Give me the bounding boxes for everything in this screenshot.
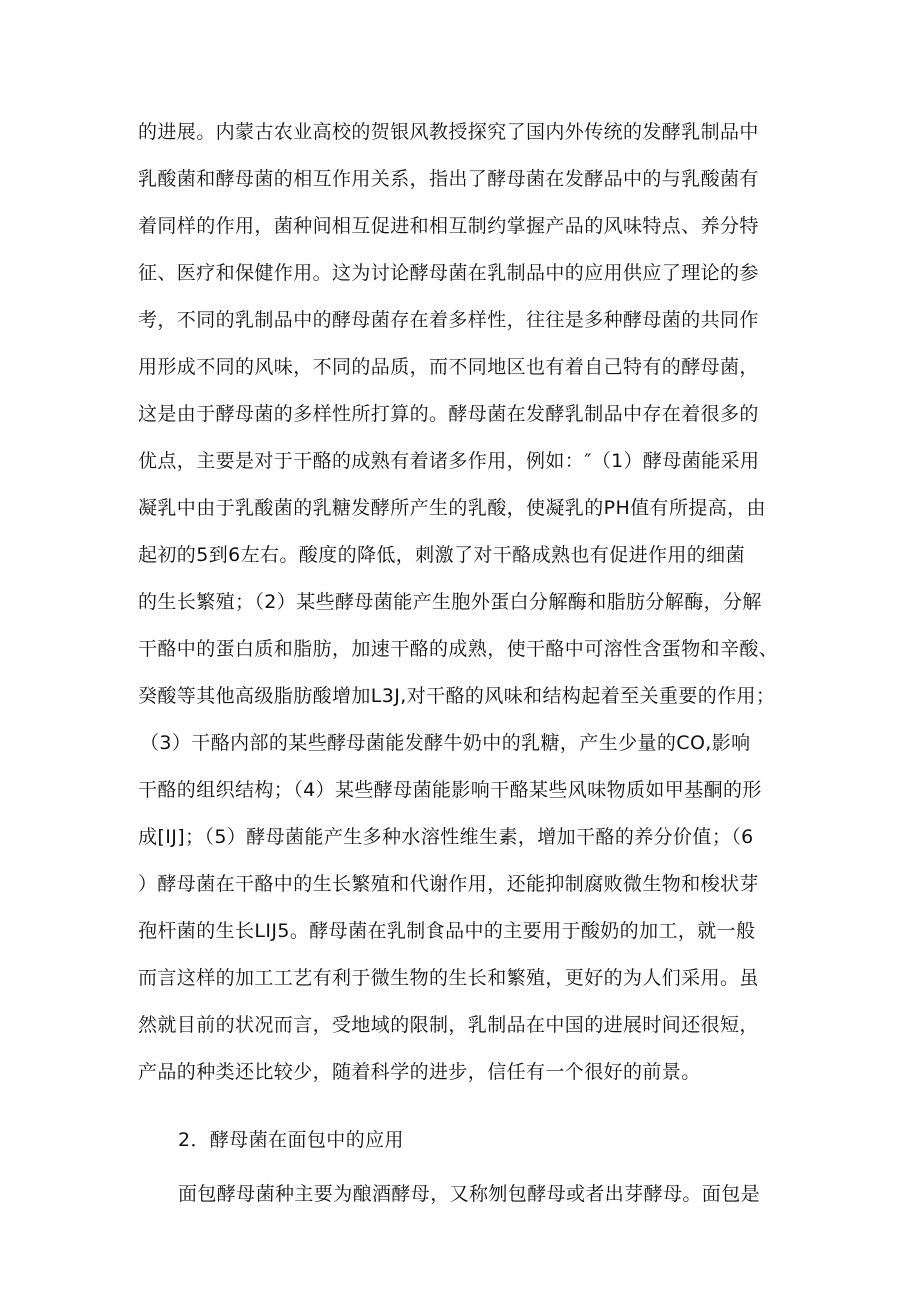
body-text-line: 起初的5到6左右。酸度的降低，刺激了对干酪成熟也有促进作用的细菌 [138, 544, 745, 566]
body-text-line: 成[IJ]；（5）酵母菌能产生多种水溶性维生素，增加干酪的养分价值；（6 [138, 826, 754, 848]
section-heading: 2．酵母菌在面包中的应用 [178, 1129, 404, 1151]
body-text-line: 的生长繁殖；（2）某些酵母菌能产生胞外蛋白分解酶和脂肪分解酶，分解 [138, 591, 762, 613]
body-text-line: （3）干酪内部的某些酵母菌能发酵牛奶中的乳糖，产生少量的CO,影响 [140, 732, 751, 754]
body-text-line: 而言这样的加工工艺有利于微生物的生长和繁殖，更好的为人们采用。虽 [138, 967, 759, 989]
body-text-line: 凝乳中由于乳酸菌的乳糖发酵所产生的乳酸，使凝乳的PH值有所提高，由 [138, 497, 766, 519]
body-text-line: 然就目前的状况而言，受地域的限制，乳制品在中国的进展时间还很短， [138, 1014, 759, 1036]
body-text-line: 的进展。内蒙古农业高校的贺银风教授探究了国内外传统的发酵乳制品中 [138, 121, 759, 143]
body-text-line: 癸酸等其他高级脂肪酸增加L3J,对干酪的风味和结构起着至关重要的作用； [138, 685, 776, 707]
body-text-line: 产品的种类还比较少，随着科学的进步，信任有一个很好的前景。 [138, 1061, 701, 1083]
paragraph-first-line: 面包酵母菌种主要为酿酒酵母，又称刎包酵母或者出芽酵母。面包是 [178, 1183, 761, 1205]
body-text-line: 征、医疗和保健作用。这为讨论酵母菌在乳制品中的应用供应了理论的参 [138, 262, 759, 284]
body-text-line: ）酵母菌在干酪中的生长繁殖和代谢作用，还能抑制腐败微生物和梭状芽 [138, 873, 759, 895]
body-text-line: 干酪的组织结构；（4）某些酵母菌能影响干酪某些风味物质如甲基酮的形 [138, 779, 762, 801]
body-text-line: 乳酸菌和酵母菌的相互作用关系，指出了酵母菌在发酵品中的与乳酸菌有 [138, 168, 759, 190]
body-text-line: 这是由于酵母菌的多样性所打算的。酵母菌在发酵乳制品中存在着很多的 [138, 403, 759, 425]
body-text-line: 孢杆菌的生长LIJ5。酵母菌在乳制食品中的主要用于酸奶的加工，就一般 [138, 920, 756, 942]
body-text-line: 考，不同的乳制品中的酵母菌存在着多样性，往往是多种酵母菌的共同作 [138, 309, 759, 331]
body-text-line: 用形成不同的风味，不同的品质，而不同地区也有着自己特有的酵母菌， [138, 356, 759, 378]
body-text-line: 着同样的作用，菌种间相互促进和相互制约掌握产品的风味特点、养分特 [138, 215, 759, 237]
body-text-line: 优点，主要是对于干酪的成熟有着诸多作用，例如：″（1）酵母菌能采用 [138, 450, 760, 472]
body-text-line: 干酪中的蛋白质和脂肪，加速干酪的成熟，使干酪中可溶性含蛋物和辛酸、 [138, 638, 779, 660]
